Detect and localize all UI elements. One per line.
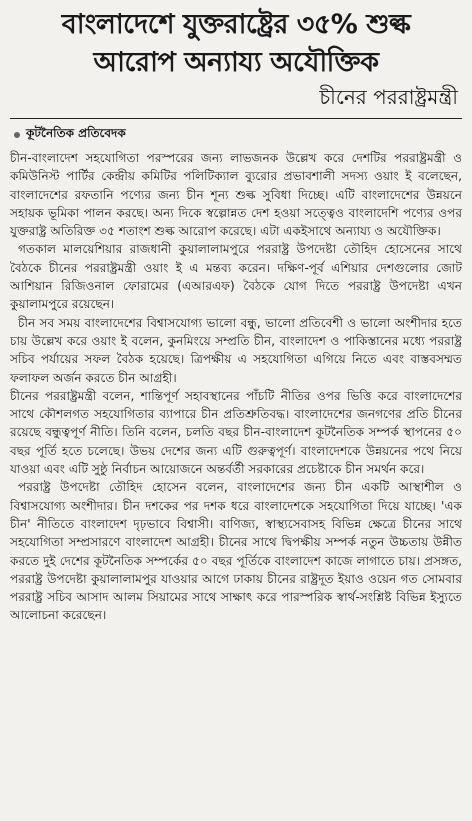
paragraph: চীন-বাংলাদেশ সহযোগিতা পরস্পরের জন্য লাভজনক উল্লেখ করে দেশটির পররাষ্ট্রমন্ত্রী ও কমিউনিস্ট পার্টির কেন্দ্রীয় কমিটির পলিটিক্যাল ব্যুরোর প্রভাবশালী সদস্য ওয়াং ই বলেছেন, বাংলাদেশের রফতানি পণ্যের জন্য চীন শূন্য শুল্ক সুবিধা দিচ্ছে। এটি বাংলাদেশের উন্নয়নে সহায়ক ভূমিকা পালন করছে। অন্য দিকে স্বল্পোন্নত দেশ হওয়া সত্ত্বেও বাংলাদেশি পণ্যের ওপর যুক্তরাষ্ট্র অতিরিক্ত ৩৫ শতাংশ শুল্ক আরোপ করেছে। এটা একইসাথে অন্যায্য ও অযৌক্তিক। (10, 151, 462, 239)
paragraph: গতকাল মালয়েশিয়ার রাজধানী কুয়ালালামপুরে পররাষ্ট্র উপদেষ্টা তৌহিদ হোসেনের সাথে বৈঠকে চীনের পররাষ্ট্রমন্ত্রী ওয়াং ই এ মন্তব্য করেন। দক্ষিণ-পূর্ব এশিয়ার দেশগুলোর জোট আশিয়ান রিজিওনাল ফোরামের (এআরএফ) বৈঠকে যোগ দিতে পররাষ্ট্র উপদেষ্টা এখন কুয়ালামপুরে রয়েছেন। (10, 242, 462, 312)
bullet-icon (14, 132, 20, 138)
divider (10, 118, 462, 119)
paragraph: চীন সব সময় বাংলাদেশের বিশ্বাসযোগ্য ভালো বন্ধু, ভালো প্রতিবেশী ও ভালো অংশীদার হতে চায় উল্লেখ করে ওয়াং ই বলেন, কুনমিংয়ে সম্প্রতি চীন, বাংলাদেশ ও পাকিস্তানের মধ্যে পররাষ্ট্র সচিব পর্যায়ের সফল বৈঠক হয়েছে। ত্রিপক্ষীয় এ সহযোগিতা এগিয়ে নিতে এবং বাস্তবসম্মত ফলাফল অর্জন করতে চীন আগ্রহী। (10, 315, 462, 385)
headline-line-1: বাংলাদেশে যুক্তরাষ্ট্রের ৩৫% শুল্ক (61, 9, 411, 40)
paragraph: চীনের পররাষ্ট্রমন্ত্রী বলেন, শান্তিপূর্ণ সহাবস্থানের পাঁচটি নীতির ওপর ভিত্তি করে বাংলাদেশের সাথে কৌশলগত সহযোগিতার ব্যাপারে চীন প্রতিশ্রুতিবদ্ধ। বাংলাদেশের জনগণের প্রতি চীনের রয়েছে বন্ধুত্বপূর্ণ নীতি। তিনি বলেন, চলতি বছর চীন-বাংলাদেশ কূটনৈতিক সম্পর্ক স্থাপনের ৫০ বছর পূর্তি হতে চলেছে। উভয় দেশের জন্য এটি গুরুত্বপূর্ণ। বাংলাদেশকে উন্নয়নের পথে নিয়ে যাওয়া এবং এটি সুষ্ঠু নির্বাচন আয়োজনে অন্তর্বর্তী সরকারের প্রচেষ্টাকে চীন সমর্থন করে। (10, 388, 462, 477)
paragraph: পররাষ্ট্র উপদেষ্টা তৌহিদ হোসেন বলেন, বাংলাদেশের জন্য চীন একটি আস্থাশীল ও বিশ্বাসযোগ্য অংশীদার। চীন দশকের পর দশক ধরে বাংলাদেশকে সহযোগিতা দিয়ে যাচ্ছে। 'এক চীন' নীতিতে বাংলাদেশ দৃঢ়ভাবে বিশ্বাসী। বাণিজ্য, স্বাস্থ্যসেবাসহ বিভিন্ন ক্ষেত্রে চীনের সাথে সহযোগিতা সম্প্রসারণে বাংলাদেশ আগ্রহী। চীনের সাথে দ্বিপক্ষীয় সম্পর্ক নতুন উচ্চতায় উন্নীত করতে দুই দেশের কূটনৈতিক সম্পর্কের ৫০ বছর পূর্তিকে বাংলাদেশ কাজে লাগাতে চায়। প্রসঙ্গত, পররাষ্ট্র উপদেষ্টা কুয়ালালামপুর যাওয়ার আগে ঢাকায় চীনের রাষ্ট্রদূত ইয়াও ওয়েন গত সোমবার পররাষ্ট্র সচিব আসাদ আলম সিয়ামের সাথে সাক্ষাৎ করে পারস্পরিক স্বার্থ-সংশ্লিষ্ট বিভিন্ন ইস্যুতে আলোচনা করেছেন। (10, 480, 462, 623)
article-body (10, 149, 462, 625)
headline (10, 6, 462, 82)
byline (14, 125, 462, 145)
headline-line-2: আরোপ অন্যায্য অযৌক্তিক (93, 47, 379, 78)
subheadline: চীনের পররাষ্ট্রমন্ত্রী (319, 85, 458, 109)
byline-text: কূটনৈতিক প্রতিবেদক (26, 126, 126, 140)
